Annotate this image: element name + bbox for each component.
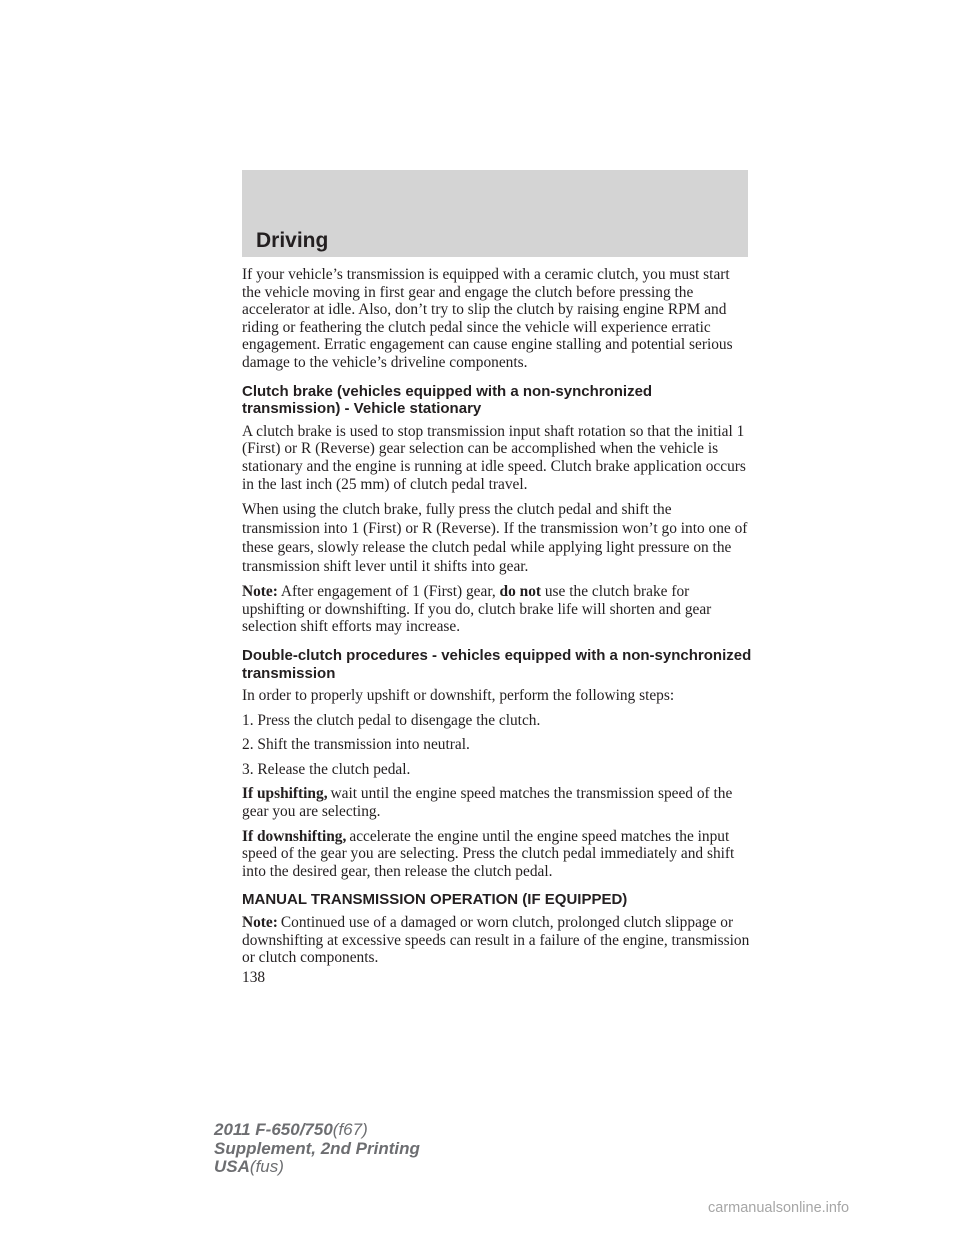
footer-market: USA	[214, 1157, 250, 1176]
note-label: Note:	[242, 583, 278, 601]
footer-model-code: (f67)	[332, 1120, 368, 1139]
note-text-part-2: use the clutch brake for upshifting or downshifting. If you do, clutch brake life will shorten and gear selection shift efforts may increase.	[242, 583, 712, 636]
clutch-brake-paragraph-2: When using the clutch brake, fully press the clutch pedal and shift the transmission into 1 (First) or R (Reverse). If the transmission won’t go into one of these gears, slowly release the clutch pedal while applying light pressure on the transmission shift lever until it shifts into gear.	[242, 501, 748, 576]
downshifting-paragraph	[242, 828, 752, 881]
step-item: 3. Release the clutch pedal.	[242, 760, 411, 778]
note-text: Continued use of a damaged or worn clutch, prolonged clutch slippage or downshifting at excessive speeds can result in a failure of the engine, transmission or clutch components.	[242, 914, 750, 967]
note-clutch-brake	[242, 583, 752, 636]
step-item: 2. Shift the transmission into neutral.	[242, 736, 470, 754]
page-content	[242, 266, 752, 986]
upshifting-text: wait until the engine speed matches the transmission speed of the gear you are selecting.	[242, 785, 733, 821]
step-item: 1. Press the clutch pedal to disengage the clutch.	[242, 711, 541, 729]
page-number: 138	[242, 968, 266, 986]
downshifting-label: If downshifting,	[242, 827, 347, 845]
note-label: Note:	[242, 914, 278, 932]
note-emphasis: do not	[499, 583, 542, 601]
clutch-brake-paragraph-1: A clutch brake is used to stop transmission input shaft rotation so that the initial 1 (First) or R (Reverse) gear selection can be accomplished when the vehicle is stationary and the engine is running at idle speed. Clutch brake application occurs in the last inch (25 mm) of clutch pedal travel.	[242, 422, 746, 493]
footer-market-line	[214, 1158, 420, 1177]
footer-market-code: (fus)	[249, 1157, 284, 1176]
upshifting-paragraph	[242, 785, 752, 820]
footer-model-line	[214, 1121, 420, 1140]
section-title: Driving	[256, 229, 329, 252]
ceramic-clutch-paragraph: If your vehicle’s transmission is equipped with a ceramic clutch, you must start the vehicle moving in first gear and engage the clutch before pressing the accelerator at idle. Also, don’t try to slip the clutch by raising engine RPM and riding or feathering the clutch pedal since the vehicle will experience erratic engagement. Erratic engagement can cause engine stalling and potential serious damage to the vehicle’s driveline components.	[242, 266, 733, 371]
clutch-brake-heading: Clutch brake (vehicles equipped with a non-synchronized transmission) - Vehicle stationary	[242, 382, 653, 418]
steps-intro: In order to properly upshift or downshift, perform the following steps:	[242, 687, 675, 705]
upshifting-label: If upshifting,	[242, 785, 328, 803]
footer-model: 2011 F-650/750	[214, 1120, 333, 1139]
downshifting-text: accelerate the engine until the engine speed matches the input speed of the gear you are selecting. Press the clutch pedal immediately and shift into the desired gear, then release the clutch pedal.	[242, 827, 735, 880]
print-footer	[214, 1121, 420, 1177]
note-manual-transmission	[242, 914, 752, 967]
manual-transmission-heading: MANUAL TRANSMISSION OPERATION (IF EQUIPPED)	[242, 891, 628, 909]
double-clutch-heading: Double-clutch procedures - vehicles equipped with a non-synchronized transmission	[242, 646, 752, 682]
note-text-part-1: After engagement of 1 (First) gear,	[280, 583, 500, 601]
footer-printing-line: Supplement, 2nd Printing	[214, 1138, 420, 1158]
watermark-text: carmanualsonline.info	[708, 1200, 850, 1216]
